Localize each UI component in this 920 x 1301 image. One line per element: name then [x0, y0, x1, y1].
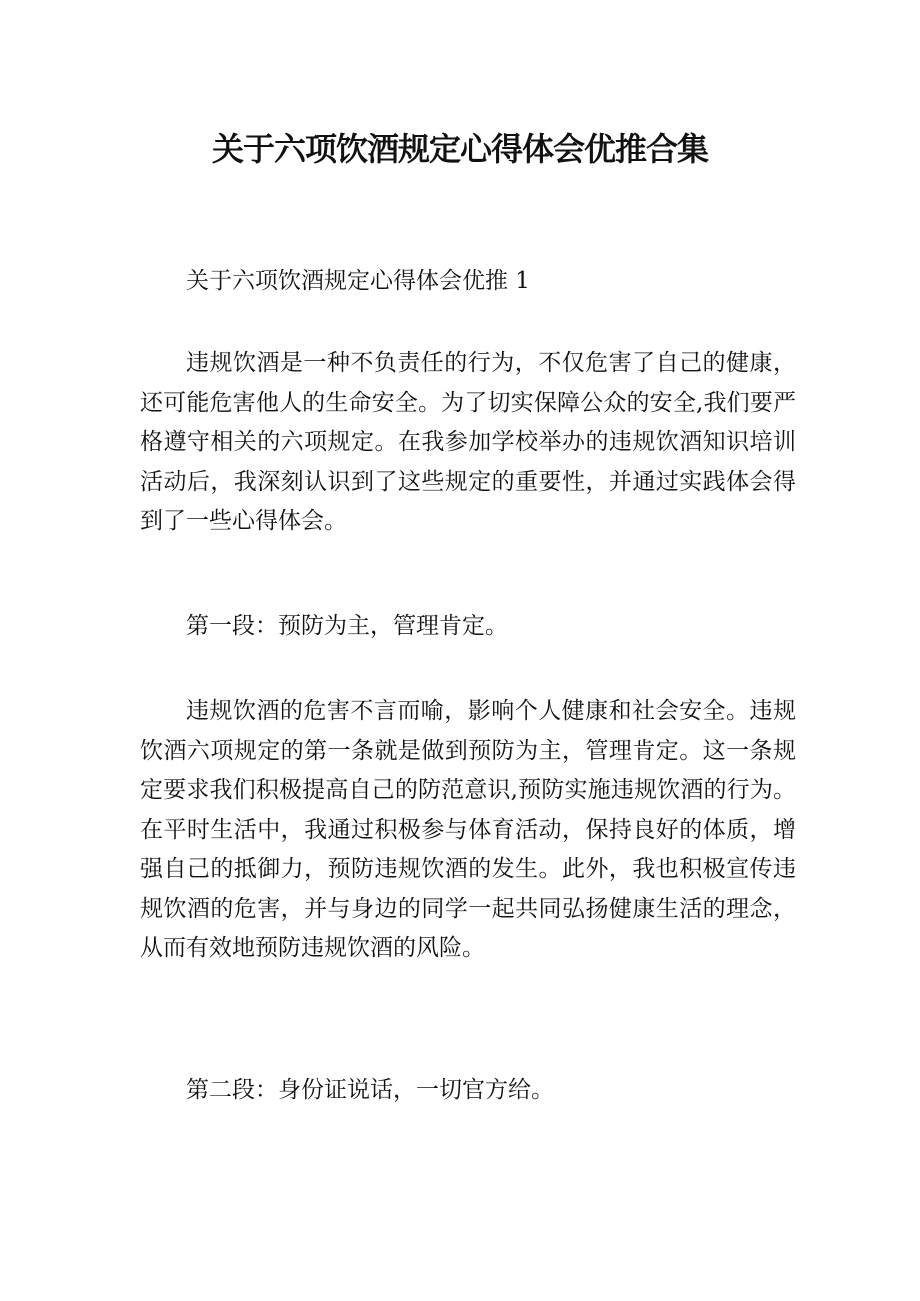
intro-paragraph: 违规饮酒是一种不负责任的行为，不仅危害了自己的健康，还可能危害他人的生命安全。为了切实保障公众的安全,我们要严格遵守相关的六项规定。在我参加学校举办的违规饮酒知识培训活动后，我深刻认识到了这些规定的重要性，并通过实践体会得到了一些心得体会。: [140, 350, 796, 534]
section-1-heading: 第一段：预防为主，管理肯定。: [186, 613, 508, 639]
document-title: 关于六项饮酒规定心得体会优推合集: [211, 130, 708, 168]
article-subtitle: 关于六项饮酒规定心得体会优推 1: [186, 268, 530, 294]
section-2-heading: 第二段：身份证说话，一切官方给。: [186, 1077, 554, 1103]
section-1-body: 违规饮酒的危害不言而喻，影响个人健康和社会安全。违规饮酒六项规定的第一条就是做到预防为主，管理肯定。这一条规定要求我们积极提高自己的防范意识,预防实施违规饮酒的行为。在平时生活中，我通过积极参与体育活动，保持良好的体质，增强自己的抵御力，预防违规饮酒的发生。此外，我也积极宣传违规饮酒的危害，并与身边的同学一起共同弘扬健康生活的理念，从而有效地预防违规饮酒的风险。: [140, 698, 796, 961]
